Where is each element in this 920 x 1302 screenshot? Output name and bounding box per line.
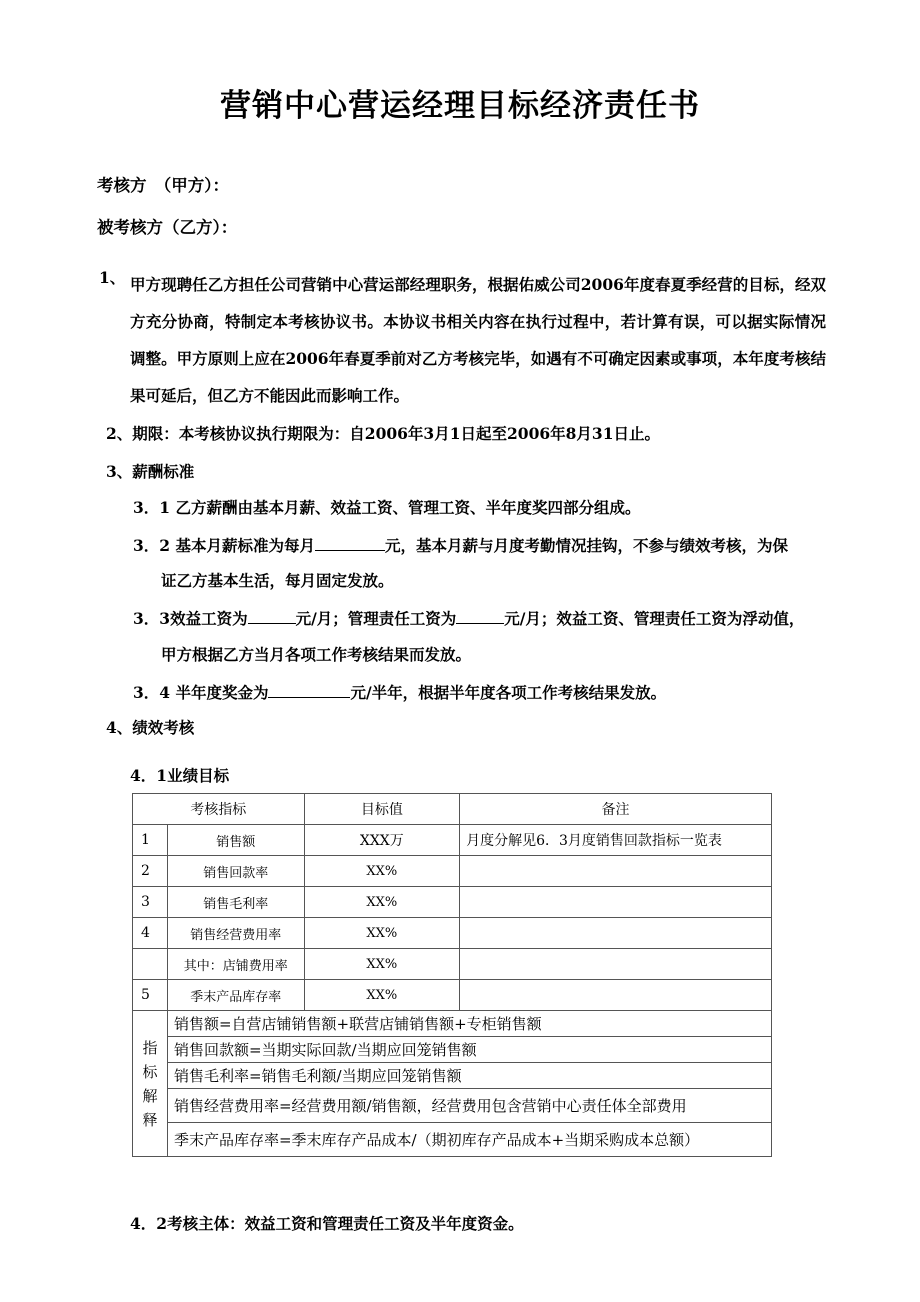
section1-paragraph — [130, 266, 826, 414]
party-b-label: 被考核方（乙方）： — [97, 218, 238, 237]
definition-collection: 销售回款额=当期实际回款/当期应回笼销售额 — [167, 1037, 771, 1063]
section1-text: 甲方现聘任乙方担任公司营销中心营运部经理职务，根据佑威公司2006年度春夏季经营的目标，经双方充分协商，特制定本考核协议书。本协议书相关内容在执行过程中，若计算有误，可以据实际情况调整。甲方原则上应在2006年春夏季前对乙方考核完毕，如遇有不可确定因素或事项，本年度考核结果可延后，但乙方不能因此而影响工作。 — [130, 275, 826, 405]
management-wage-blank[interactable] — [456, 606, 504, 624]
table-row — [133, 980, 772, 1011]
definition-row — [133, 1063, 772, 1089]
party-a-label: 考核方 （甲方）： — [97, 176, 229, 195]
row-note — [460, 918, 772, 949]
definition-gross-margin: 销售毛利率=销售毛利额/当期应回笼销售额 — [167, 1063, 771, 1089]
row-number — [133, 949, 168, 980]
row-number: 1 — [133, 825, 168, 856]
row-number: 4 — [133, 918, 168, 949]
row-indicator: 季末产品库存率 — [167, 980, 304, 1011]
row-note: 月度分解见6．3月度销售回款指标一览表 — [460, 825, 772, 856]
side-label-char: 标 — [142, 1062, 158, 1081]
table-row — [133, 856, 772, 887]
header-note: 备注 — [460, 794, 772, 825]
section3-item3-mid: 元/月；管理责任工资为 — [295, 609, 457, 628]
section4-sub1: 4．1业绩目标 — [130, 766, 230, 785]
section3-item3-suffix: 元/月；效益工资、管理责任工资为浮动值， — [504, 609, 805, 628]
row-target: XX% — [304, 856, 460, 887]
section2-term: 2、期限：本考核协议执行期限为：自2006年3月1日起至2006年8月31日止。 — [106, 424, 660, 443]
row-indicator: 销售毛利率 — [167, 887, 304, 918]
row-target: XX% — [304, 980, 460, 1011]
row-number: 2 — [133, 856, 168, 887]
definition-sales: 销售额=自营店铺销售额+联营店铺销售额+专柜销售额 — [167, 1011, 771, 1037]
row-number: 3 — [133, 887, 168, 918]
table-row — [133, 887, 772, 918]
side-label-char: 解 — [142, 1086, 158, 1105]
section3-item2-suffix: 元，基本月薪与月度考勤情况挂钩，不参与绩效考核，为保 — [384, 536, 788, 555]
side-label-char: 释 — [142, 1110, 158, 1129]
section3-item3 — [133, 606, 804, 629]
table-header-row — [133, 794, 772, 825]
row-indicator: 其中：店铺费用率 — [167, 949, 304, 980]
row-note — [460, 980, 772, 1011]
table-row — [133, 825, 772, 856]
section3-item4-suffix: 元/半年，根据半年度各项工作考核结果发放。 — [350, 683, 667, 702]
side-label-char: 指 — [142, 1038, 158, 1057]
section3-item3-cont: 甲方根据乙方当月各项工作考核结果而发放。 — [161, 645, 472, 664]
definition-inventory-rate: 季末产品库存率=季末库存产品成本/（期初库存产品成本+当期采购成本总额） — [167, 1123, 771, 1157]
definition-row — [133, 1089, 772, 1123]
base-salary-blank[interactable] — [315, 533, 385, 551]
section4-heading: 4、绩效考核 — [106, 718, 195, 737]
section3-heading: 3、薪酬标准 — [106, 462, 195, 481]
row-indicator: 销售额 — [167, 825, 304, 856]
table-row — [133, 918, 772, 949]
row-target: XX% — [304, 918, 460, 949]
header-target: 目标值 — [304, 794, 460, 825]
bonus-blank[interactable] — [268, 680, 350, 698]
row-target: XX% — [304, 887, 460, 918]
definition-row — [133, 1123, 772, 1157]
row-indicator: 销售回款率 — [167, 856, 304, 887]
performance-wage-blank[interactable] — [248, 606, 296, 624]
row-number: 5 — [133, 980, 168, 1011]
section3-item3-prefix: 3．3效益工资为 — [133, 609, 248, 628]
row-note — [460, 887, 772, 918]
row-target: XXX万 — [304, 825, 460, 856]
row-indicator: 销售经营费用率 — [167, 918, 304, 949]
section3-item4-prefix: 3．4 半年度奖金为 — [133, 683, 269, 702]
row-target: XX% — [304, 949, 460, 980]
definition-row — [133, 1037, 772, 1063]
section4-sub2: 4．2考核主体：效益工资和管理责任工资及半年度资金。 — [130, 1214, 524, 1233]
table-row — [133, 949, 772, 980]
header-indicator: 考核指标 — [133, 794, 305, 825]
performance-target-table — [132, 793, 772, 1157]
row-note — [460, 949, 772, 980]
section3-item1: 3．1 乙方薪酬由基本月薪、效益工资、管理工资、半年度奖四部分组成。 — [133, 498, 641, 517]
indicator-explanation-label — [133, 1011, 168, 1157]
section3-item2-prefix: 3．2 基本月薪标准为每月 — [133, 536, 315, 555]
section3-item4 — [133, 680, 666, 703]
section3-item2-cont: 证乙方基本生活，每月固定发放。 — [161, 571, 394, 590]
row-note — [460, 856, 772, 887]
section3-item2 — [133, 533, 788, 556]
definition-row — [133, 1011, 772, 1037]
definition-expense-rate: 销售经营费用率=经营费用额/销售额，经营费用包含营销中心责任体全部费用 — [167, 1089, 771, 1123]
document-title: 营销中心营运经理目标经济责任书 — [220, 88, 700, 124]
section1-number: 1、 — [99, 268, 126, 287]
